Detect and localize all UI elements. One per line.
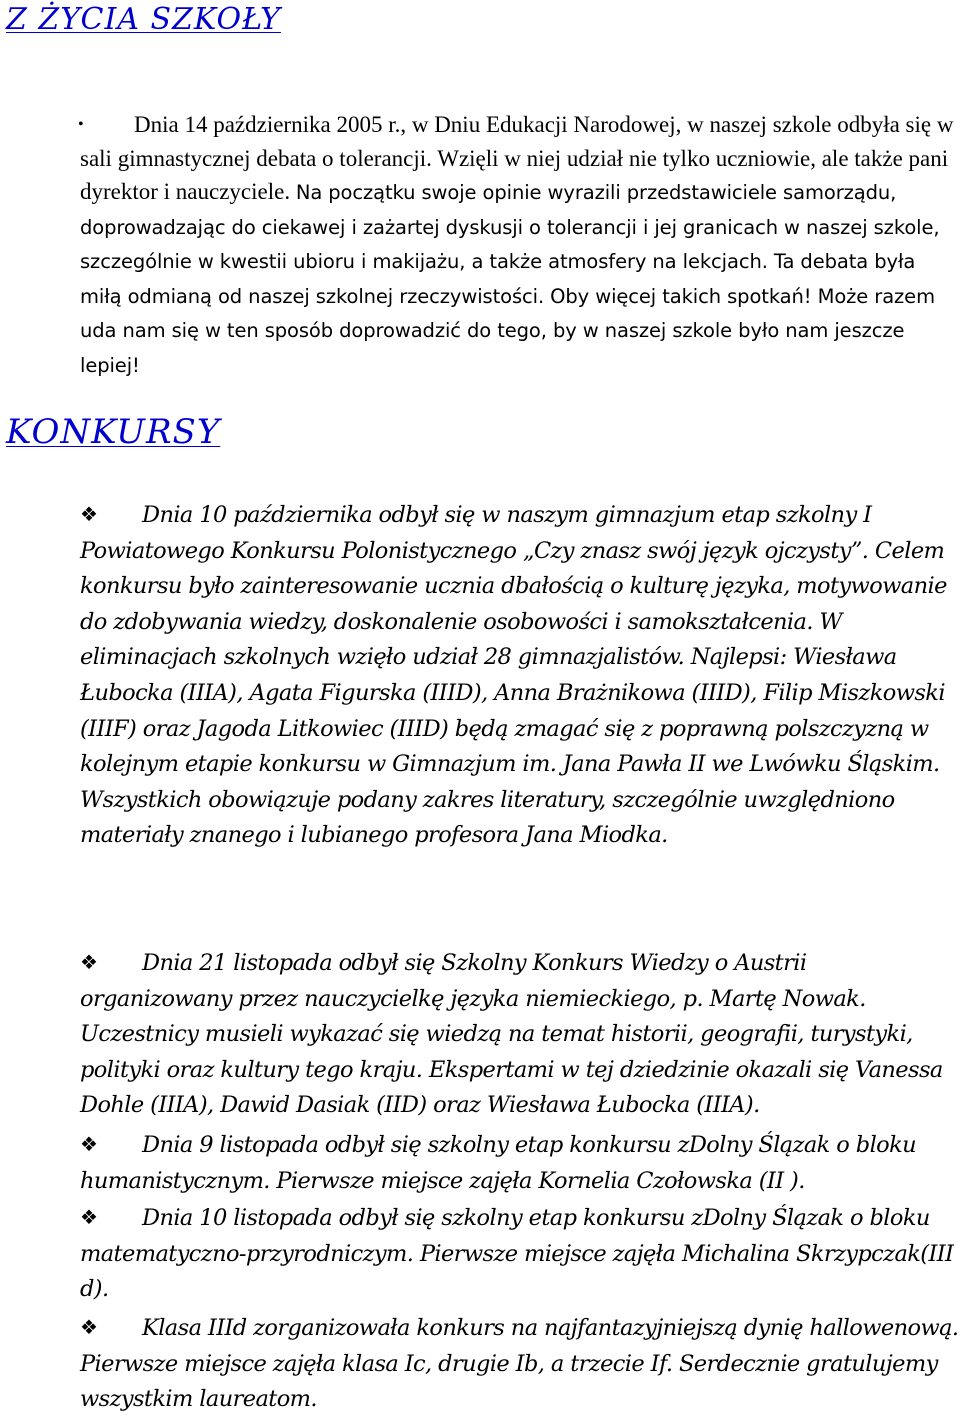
section-title-contests[interactable]: KONKURSY <box>6 412 221 452</box>
diamond-bullet-icon: ❖ <box>80 950 98 974</box>
contest-item <box>80 945 960 1124</box>
bullet-icon: • <box>78 116 84 133</box>
contest-item-text: Dnia 10 października odbył się w naszym gimnazjum etap szkolny I Powiatowego Konkursu Polonistycznego „Czy znasz swój język ojczysty”. Celem konkursu było zainteresowanie ucznia dbałością o kulturę języka, motywowanie do zdobywania wiedzy, doskonalenie osobowości i samokształcenia. W eliminacjach szkolnych wzięło udział 28 gimnazjalistów. Najlepsi: Wiesława Łubocka (IIIA), Agata Figurska (IIID), Anna Brażnikowa (IIID), Filip Miszkowski (IIIF) oraz Jagoda Litkowiec (IIID) będą zmagać się z poprawną polszczyzną w kolejnym etapie konkursu w Gimnazjum im. Jana Pawła II we Lwówku Śląskim. Wszystkich obowiązuje podany zakres literatury, szczególnie uwzględniono materiały znanego i lubianego profesora Jana Miodka. <box>80 502 947 849</box>
diamond-bullet-icon: ❖ <box>80 502 98 526</box>
diamond-bullet-icon: ❖ <box>80 1315 98 1339</box>
contest-item <box>80 497 960 854</box>
diamond-bullet-icon: ❖ <box>80 1132 98 1156</box>
news-paragraph <box>80 108 956 382</box>
contest-item <box>80 1127 960 1199</box>
contest-item-text: Dnia 21 listopada odbył się Szkolny Konkurs Wiedzy o Austrii organizowany przez nauczycielkę języka niemieckiego, p. Martę Nowak. Uczestnicy musieli wykazać się wiedzą na temat historii, geografii, turystyki, polityki oraz kultury tego kraju. Ekspertami w tej dziedzinie okazali się Vanessa Dohle (IIIA), Dawid Dasiak (IID) oraz Wiesława Łubocka (IIIA). <box>80 950 943 1119</box>
contest-item-text: Klasa IIId zorganizowała konkurs na najfantazyjniejszą dynię hallowenową. Pierwsze miejsce zajęła klasa Ic, drugie Ib, a trzecie If. Serdecznie gratulujemy wszystkim laureatom. <box>80 1315 959 1413</box>
news-text-serif: Dnia 14 października 2005 r., w Dniu Edukacji Narodowej, w naszej szkole odbyła się w sali gimnastycznej debata o tolerancji. Wzięli w niej udział nie tylko uczniowie, ale także pani dyrektor i nauczyciele. <box>80 112 954 204</box>
news-text-sans: Na początku swoje opinie wyrazili przedstawiciele samorządu, doprowadzając do ciekawej i zażartej dyskusji o tolerancji i jej granicach w naszej szkole, szczególnie w kwestii ubioru i makijażu, a także atmosfery na lekcjach. Ta debata była miłą odmianą od naszej szkolnej rzeczywistości. Oby więcej takich spotkań! Może razem uda nam się w ten sposób doprowadzić do tego, by w naszej szkole było nam jeszcze lepiej! <box>80 181 940 377</box>
contest-item-text: Dnia 10 listopada odbył się szkolny etap konkursu zDolny Ślązak o bloku matematyczno-przyrodniczym. Pierwsze miejsce zajęła Michalina Skrzypczak(III d). <box>80 1205 954 1303</box>
section-title-school-life[interactable]: Z ŻYCIA SZKOŁY <box>6 2 281 37</box>
contest-item <box>80 1310 960 1418</box>
contest-item-text: Dnia 9 listopada odbył się szkolny etap konkursu zDolny Ślązak o bloku humanistycznym. Pierwsze miejsce zajęła Kornelia Czołowska (II ). <box>80 1132 917 1194</box>
contest-item <box>80 1200 960 1308</box>
diamond-bullet-icon: ❖ <box>80 1205 98 1229</box>
